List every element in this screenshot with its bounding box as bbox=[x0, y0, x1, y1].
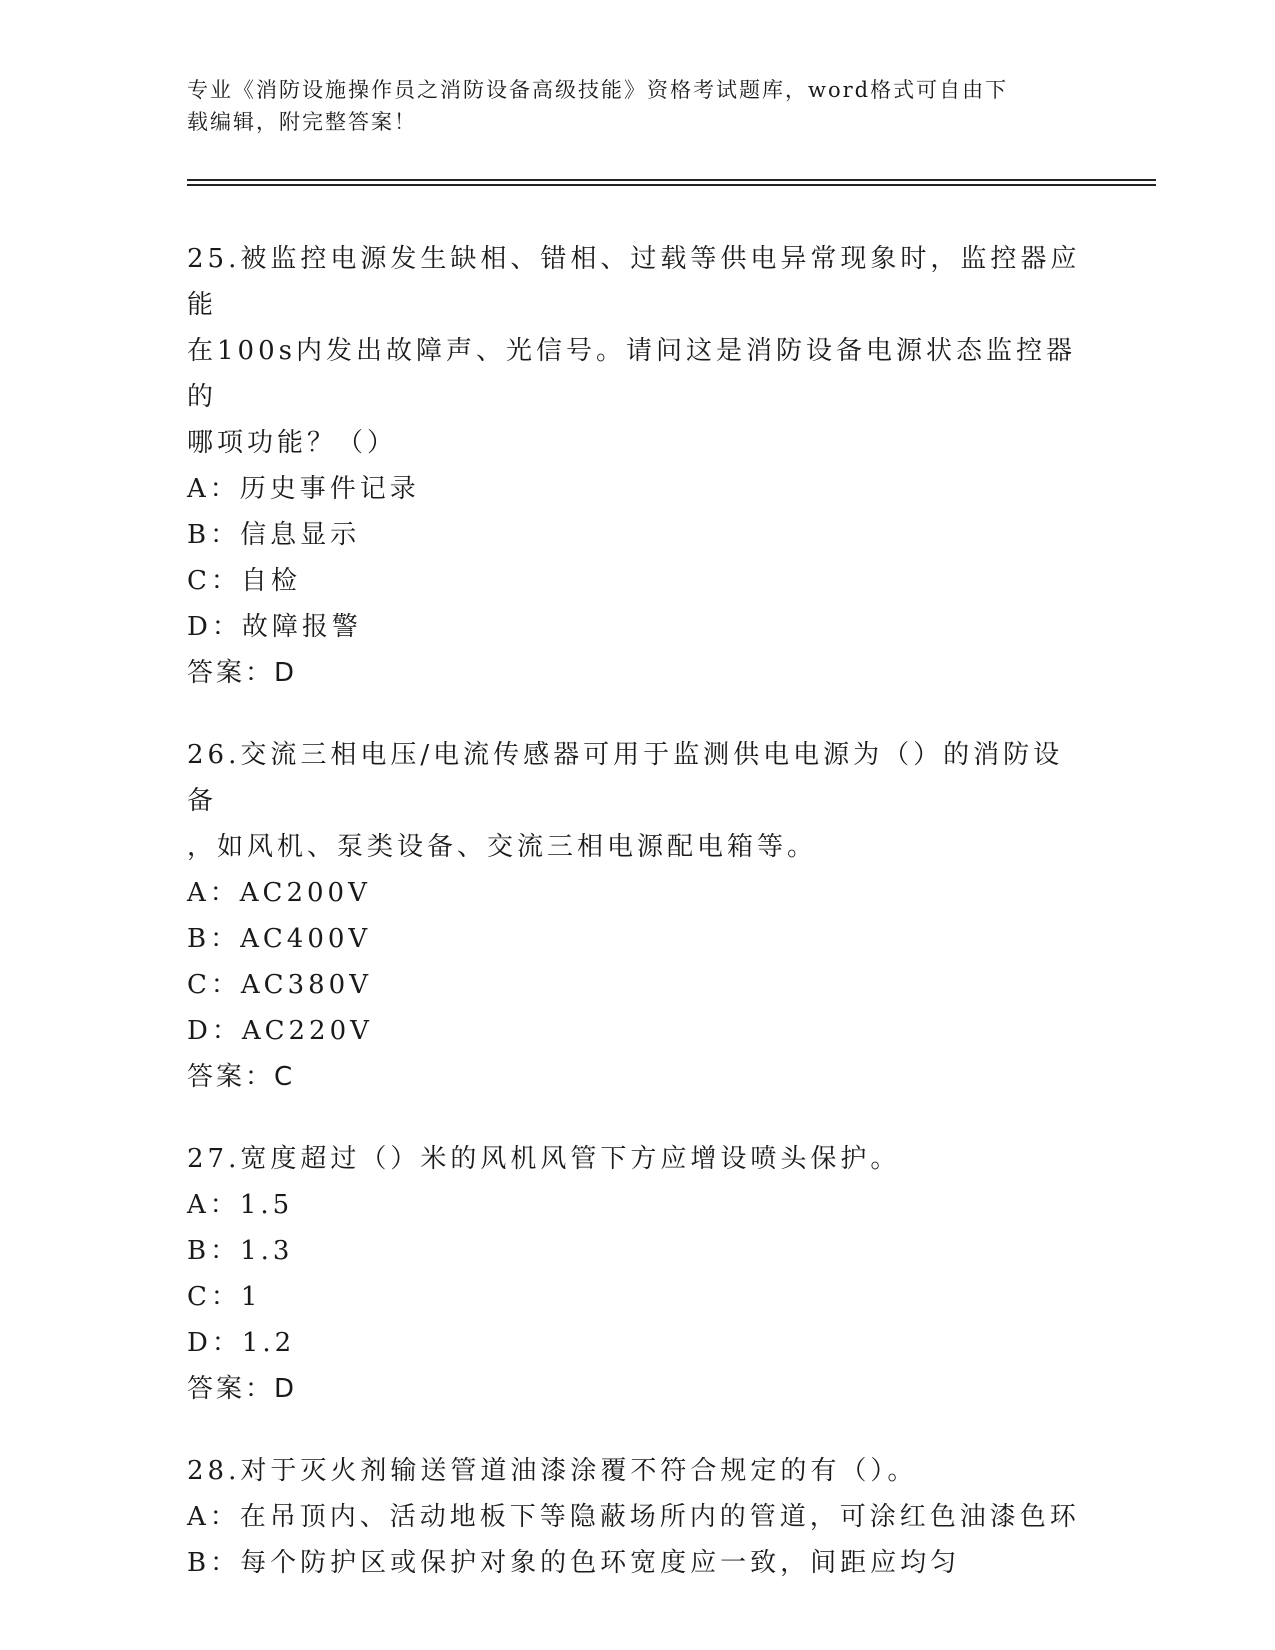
header-line-1: 专业《消防设施操作员之消防设备高级技能》资格考试题库，word格式可自由下 bbox=[187, 78, 1009, 102]
question-25 bbox=[187, 236, 1087, 696]
option-d: D：故障报警 bbox=[187, 612, 362, 642]
option-a: A：1.5 bbox=[187, 1190, 294, 1220]
question-text-line: 26.交流三相电压/电流传感器可用于监测供电电源为（）的消防设备 bbox=[187, 740, 1064, 816]
answer: 答案：D bbox=[187, 658, 298, 688]
option-d: D：AC220V bbox=[187, 1016, 373, 1046]
question-27 bbox=[187, 1136, 1087, 1412]
question-text-line: 哪项功能？（） bbox=[187, 428, 398, 458]
question-list bbox=[187, 236, 1087, 1622]
header-line-2: 载编辑，附完整答案！ bbox=[187, 110, 417, 134]
question-text-line: ，如风机、泵类设备、交流三相电源配电箱等。 bbox=[187, 832, 818, 862]
question-text-line: 28.对于灭火剂输送管道油漆涂覆不符合规定的有（）。 bbox=[187, 1456, 918, 1486]
question-26 bbox=[187, 732, 1087, 1100]
option-a: A：历史事件记录 bbox=[187, 474, 420, 504]
answer: 答案：C bbox=[187, 1062, 296, 1092]
answer: 答案：D bbox=[187, 1374, 298, 1404]
option-b: B：每个防护区或保护对象的色环宽度应一致，间距应均匀 bbox=[187, 1548, 961, 1578]
header-divider-top bbox=[187, 179, 1156, 181]
option-c: C：AC380V bbox=[187, 970, 372, 1000]
option-b: B：信息显示 bbox=[187, 520, 361, 550]
option-a: A：AC200V bbox=[187, 878, 371, 908]
question-text-line: 27.宽度超过（）米的风机风管下方应增设喷头保护。 bbox=[187, 1144, 901, 1174]
document-header bbox=[187, 74, 1067, 138]
question-text-line: 在100s内发出故障声、光信号。请问这是消防设备电源状态监控器的 bbox=[187, 336, 1076, 412]
question-text-line: 25.被监控电源发生缺相、错相、过载等供电异常现象时，监控器应能 bbox=[187, 244, 1081, 320]
option-b: B：1.3 bbox=[187, 1236, 294, 1266]
option-b: B：AC400V bbox=[187, 924, 372, 954]
option-c: C：自检 bbox=[187, 566, 301, 596]
option-d: D：1.2 bbox=[187, 1328, 296, 1358]
question-28 bbox=[187, 1448, 1087, 1586]
option-c: C：1 bbox=[187, 1282, 262, 1312]
option-a: A：在吊顶内、活动地板下等隐蔽场所内的管道，可涂红色油漆色环 bbox=[187, 1502, 1080, 1532]
header-divider-bottom bbox=[187, 184, 1156, 186]
